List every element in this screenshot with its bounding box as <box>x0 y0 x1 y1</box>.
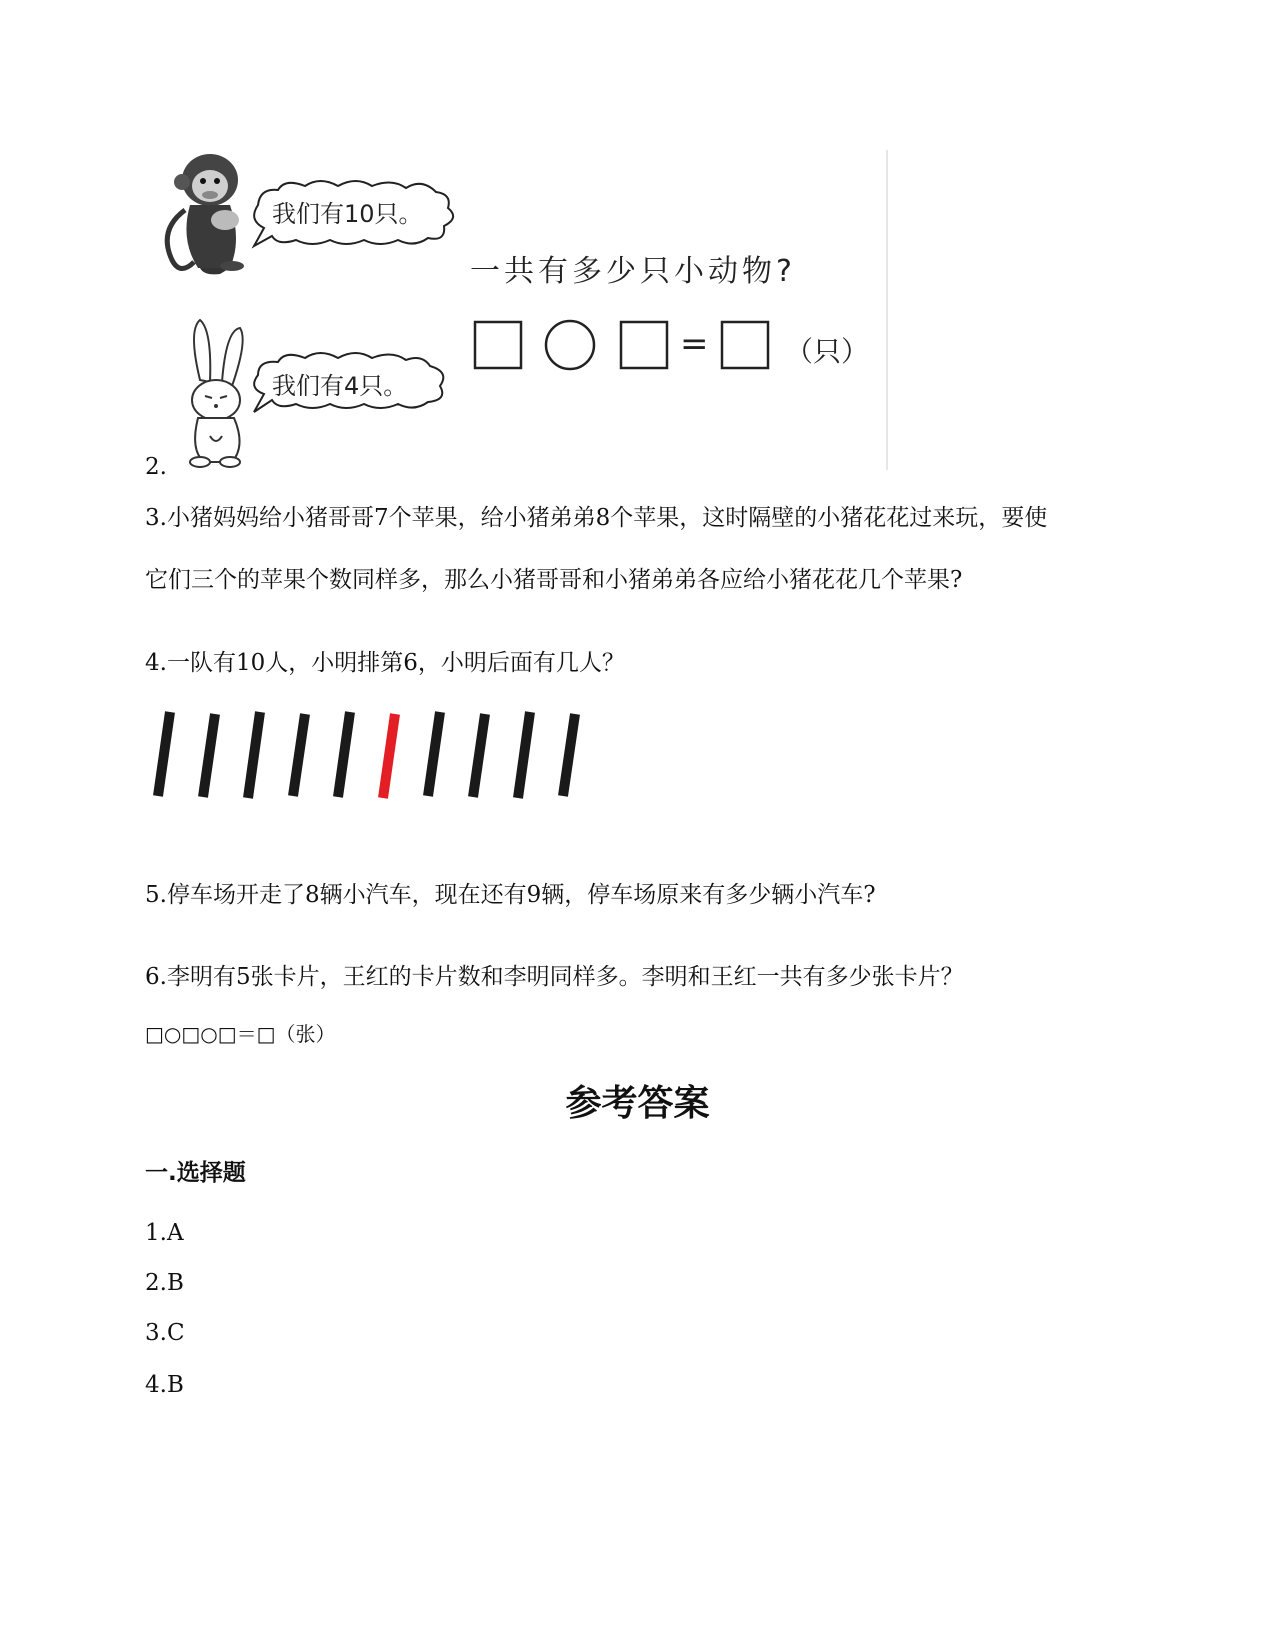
rabbit-image <box>190 320 243 467</box>
answer-item: 3.C <box>145 1320 185 1346</box>
answers-section-title: 一.选择题 <box>145 1160 246 1186</box>
question2-prompt: 一共有多少只小动物? <box>470 254 796 289</box>
answer-box-1 <box>475 322 521 368</box>
question6-text: 6.李明有5张卡片，王红的卡片数和李明同样多。李明和王红一共有多少张卡片？ <box>145 964 964 990</box>
question3-line2: 它们三个的苹果个数同样多，那么小猪哥哥和小猪弟弟各应给小猪花花几个苹果? <box>145 567 963 593</box>
queue-stick <box>518 712 530 798</box>
queue-stick <box>158 712 170 796</box>
queue-stick <box>473 714 485 797</box>
queue-stick <box>293 714 305 796</box>
operator-circle <box>546 321 594 369</box>
question2-illustration <box>160 150 895 470</box>
queue-stick <box>338 712 350 797</box>
question2-number: 2. <box>145 454 167 480</box>
queue-figure <box>145 700 605 820</box>
answer-item: 2.B <box>145 1270 184 1296</box>
queue-sticks <box>145 700 605 820</box>
question2-figure <box>160 150 895 470</box>
question3-line1: 3.小猪妈妈给小猪哥哥7个苹果，给小猪弟弟8个苹果，这时隔壁的小猪花花过来玩，要使 <box>145 505 1048 531</box>
question6-formula: □○□○□＝□（张） <box>145 1022 336 1046</box>
answer-box-2 <box>621 322 667 368</box>
rabbit-speech-text: 我们有4只。 <box>272 372 408 400</box>
monkey-speech-text: 我们有10只。 <box>272 200 423 228</box>
queue-stick <box>203 714 215 797</box>
queue-stick-highlighted <box>383 714 395 798</box>
answer-item: 4.B <box>145 1372 184 1398</box>
queue-stick <box>563 714 575 796</box>
question4-text: 4.一队有10人，小明排第6，小明后面有几人？ <box>145 650 625 676</box>
answers-title: 参考答案 <box>565 1083 710 1124</box>
queue-stick <box>428 712 440 796</box>
queue-stick <box>248 712 260 798</box>
unit-label: （只） <box>785 335 870 368</box>
monkey-image <box>167 154 244 274</box>
equals-sign: = <box>680 324 709 364</box>
answer-box-result <box>722 322 768 368</box>
question5-text: 5.停车场开走了8辆小汽车，现在还有9辆，停车场原来有多少辆小汽车? <box>145 882 876 908</box>
answer-item: 1.A <box>145 1220 184 1246</box>
